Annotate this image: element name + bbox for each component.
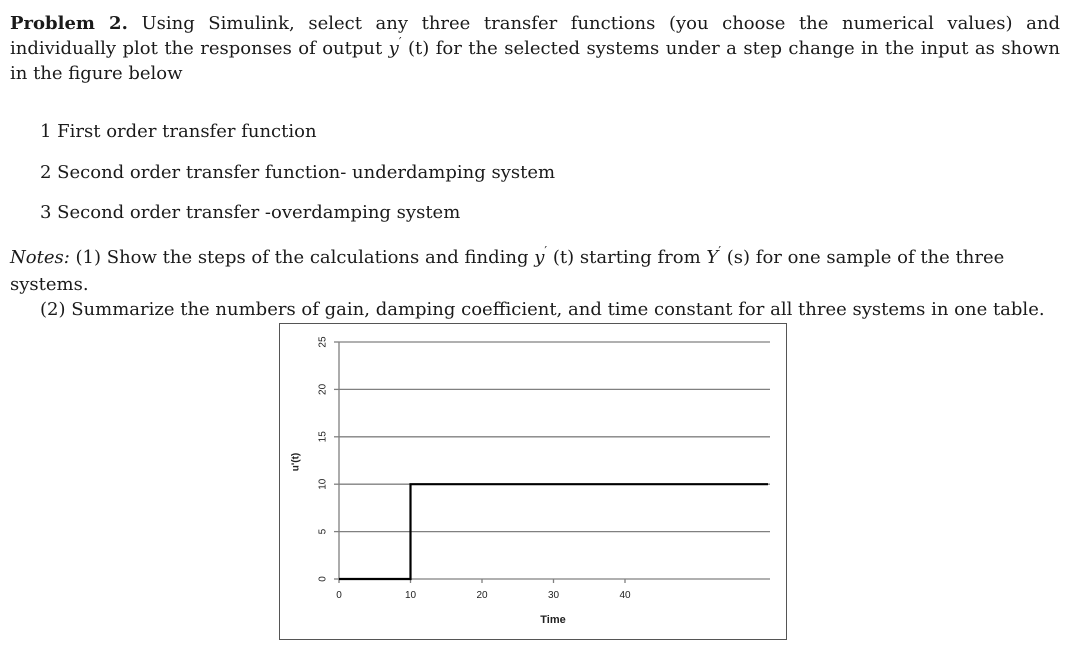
problem-label: Problem 2.: [10, 13, 128, 34]
x-tick-label: 40: [619, 590, 631, 601]
list-item: 3 Second order transfer -overdamping system: [40, 202, 461, 223]
y-tick-label: 5: [317, 528, 329, 535]
note-1-text-s: (s) for one sample of the three systems.: [10, 247, 1005, 295]
y-tick-label: 15: [317, 431, 329, 443]
x-axis-label: Time: [540, 614, 566, 626]
x-tick-label: 30: [547, 590, 560, 601]
note-1-text-t: (t) starting from: [552, 247, 707, 268]
prime-mark: ′: [398, 34, 402, 49]
prime-mark: ′: [544, 244, 548, 258]
y-tick-label: 20: [317, 383, 329, 395]
system-list: [40, 119, 555, 241]
list-item: 1 First order transfer function: [40, 121, 317, 142]
problem-text-b: (t) for the selected systems under a step change in the input as shown in the figure below: [10, 37, 1060, 84]
note-2: (2) Summarize the numbers of gain, damping coefficient, and time constant for all three systems in one table.: [40, 299, 1045, 320]
y-tick-label: 25: [317, 336, 329, 348]
prime-mark: ′: [718, 244, 722, 258]
x-tick-label: 0: [336, 590, 342, 601]
notes: [10, 245, 1062, 322]
x-tick-label: 20: [476, 590, 488, 601]
notes-label: Notes:: [10, 247, 70, 268]
y-tick-label: 0: [317, 576, 329, 582]
note-1: [10, 245, 1062, 297]
y-tick-label: 10: [317, 478, 329, 490]
step-chart: [280, 324, 785, 638]
y-axis-label: u'(t): [290, 452, 302, 472]
problem-text-a: Using Simulink, select any three transfer functions (you choose the numerical values) and individually plot the responses of output: [10, 13, 1060, 59]
y-symbol: y: [534, 247, 545, 268]
Y-symbol: Y: [706, 247, 719, 268]
list-item: 2 Second order transfer function- underdamping system: [40, 161, 556, 183]
problem-statement: [10, 12, 1060, 87]
step-input-figure: [279, 323, 787, 640]
y-symbol: y: [388, 37, 399, 59]
x-tick-label: 10: [404, 590, 417, 601]
note-1-text: (1) Show the steps of the calculations and finding: [75, 247, 535, 268]
